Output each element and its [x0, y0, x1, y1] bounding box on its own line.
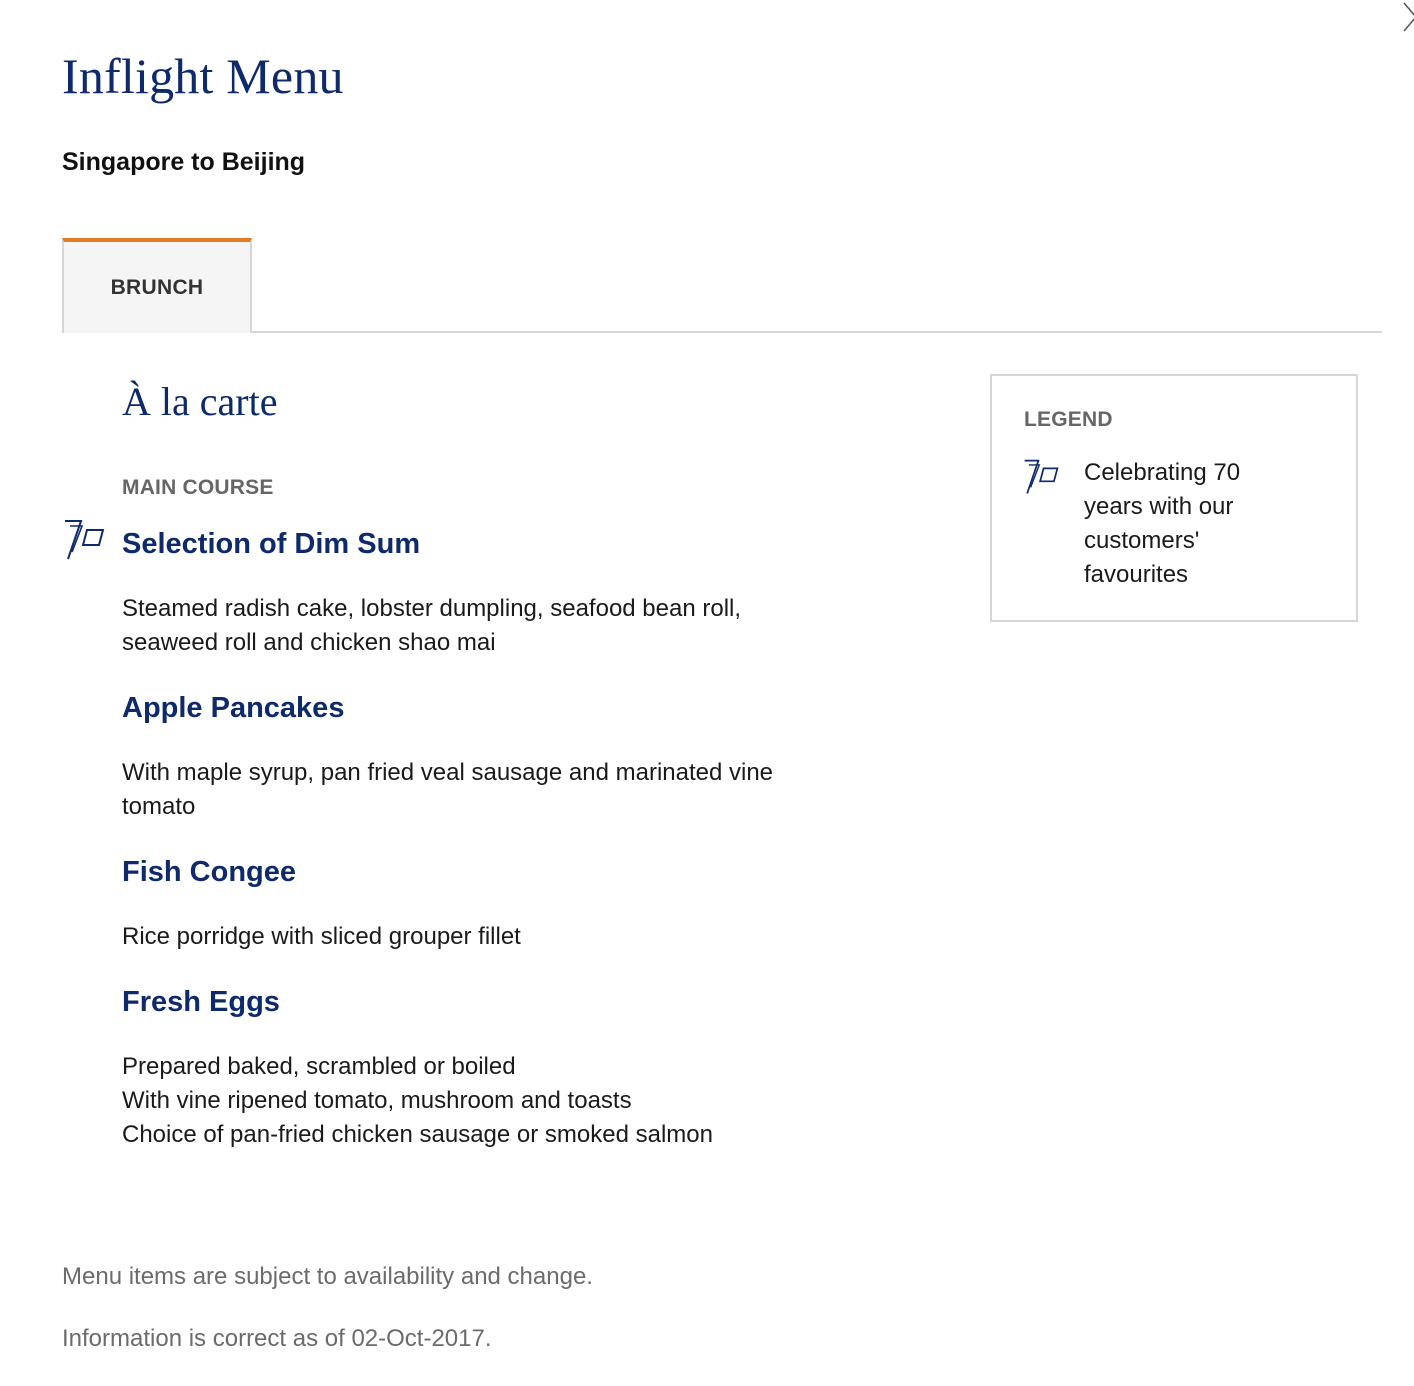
tab-brunch[interactable]: BRUNCH — [62, 238, 252, 333]
legend-line: favourites — [1084, 561, 1189, 588]
dish-description-line: seaweed roll and chicken shao mai — [122, 629, 496, 656]
dish-description-line: With vine ripened tomato, mushroom and toasts — [122, 1087, 632, 1114]
dish-description — [122, 920, 912, 954]
dish-description-line: Choice of pan-fried chicken sausage or smoked salmon — [122, 1121, 713, 1148]
dish-description — [122, 1050, 912, 1152]
dish-description — [122, 592, 912, 660]
route-subtitle: Singapore to Beijing — [62, 148, 306, 176]
dish-description-line: With maple syrup, pan fried veal sausage and marinated vine — [122, 759, 774, 786]
availability-note: Menu items are subject to availability and change. — [62, 1263, 593, 1290]
date-note: Information is correct as of 02-Oct-2017. — [62, 1325, 492, 1352]
legend-description — [1084, 456, 1324, 592]
70-years-icon — [62, 518, 106, 562]
dish-name: Apple Pancakes — [122, 692, 345, 724]
dish-name: Fresh Eggs — [122, 986, 280, 1018]
dish-description-line: Steamed radish cake, lobster dumpling, seafood bean roll, — [122, 595, 742, 622]
dish-description — [122, 756, 912, 824]
close-icon[interactable] — [1400, 0, 1414, 34]
legend-line: years with our — [1084, 493, 1234, 520]
dish-name: Fish Congee — [122, 856, 297, 888]
dish-description-line: tomato — [122, 793, 196, 820]
course-label: MAIN COURSE — [122, 476, 274, 499]
70-years-icon — [1022, 458, 1066, 502]
dish-description-line: Prepared baked, scrambled or boiled — [122, 1053, 516, 1080]
legend-box — [990, 374, 1358, 622]
legend-line: Celebrating 70 — [1084, 459, 1241, 486]
dish-name: Selection of Dim Sum — [122, 528, 421, 560]
legend-line: customers' — [1084, 527, 1200, 554]
legend-title: LEGEND — [1024, 408, 1113, 431]
meal-tab-bar — [62, 238, 1382, 333]
dish-description-line: Rice porridge with sliced grouper fillet — [122, 923, 521, 950]
page-title: Inflight Menu — [62, 48, 344, 104]
section-title: À la carte — [122, 379, 278, 424]
